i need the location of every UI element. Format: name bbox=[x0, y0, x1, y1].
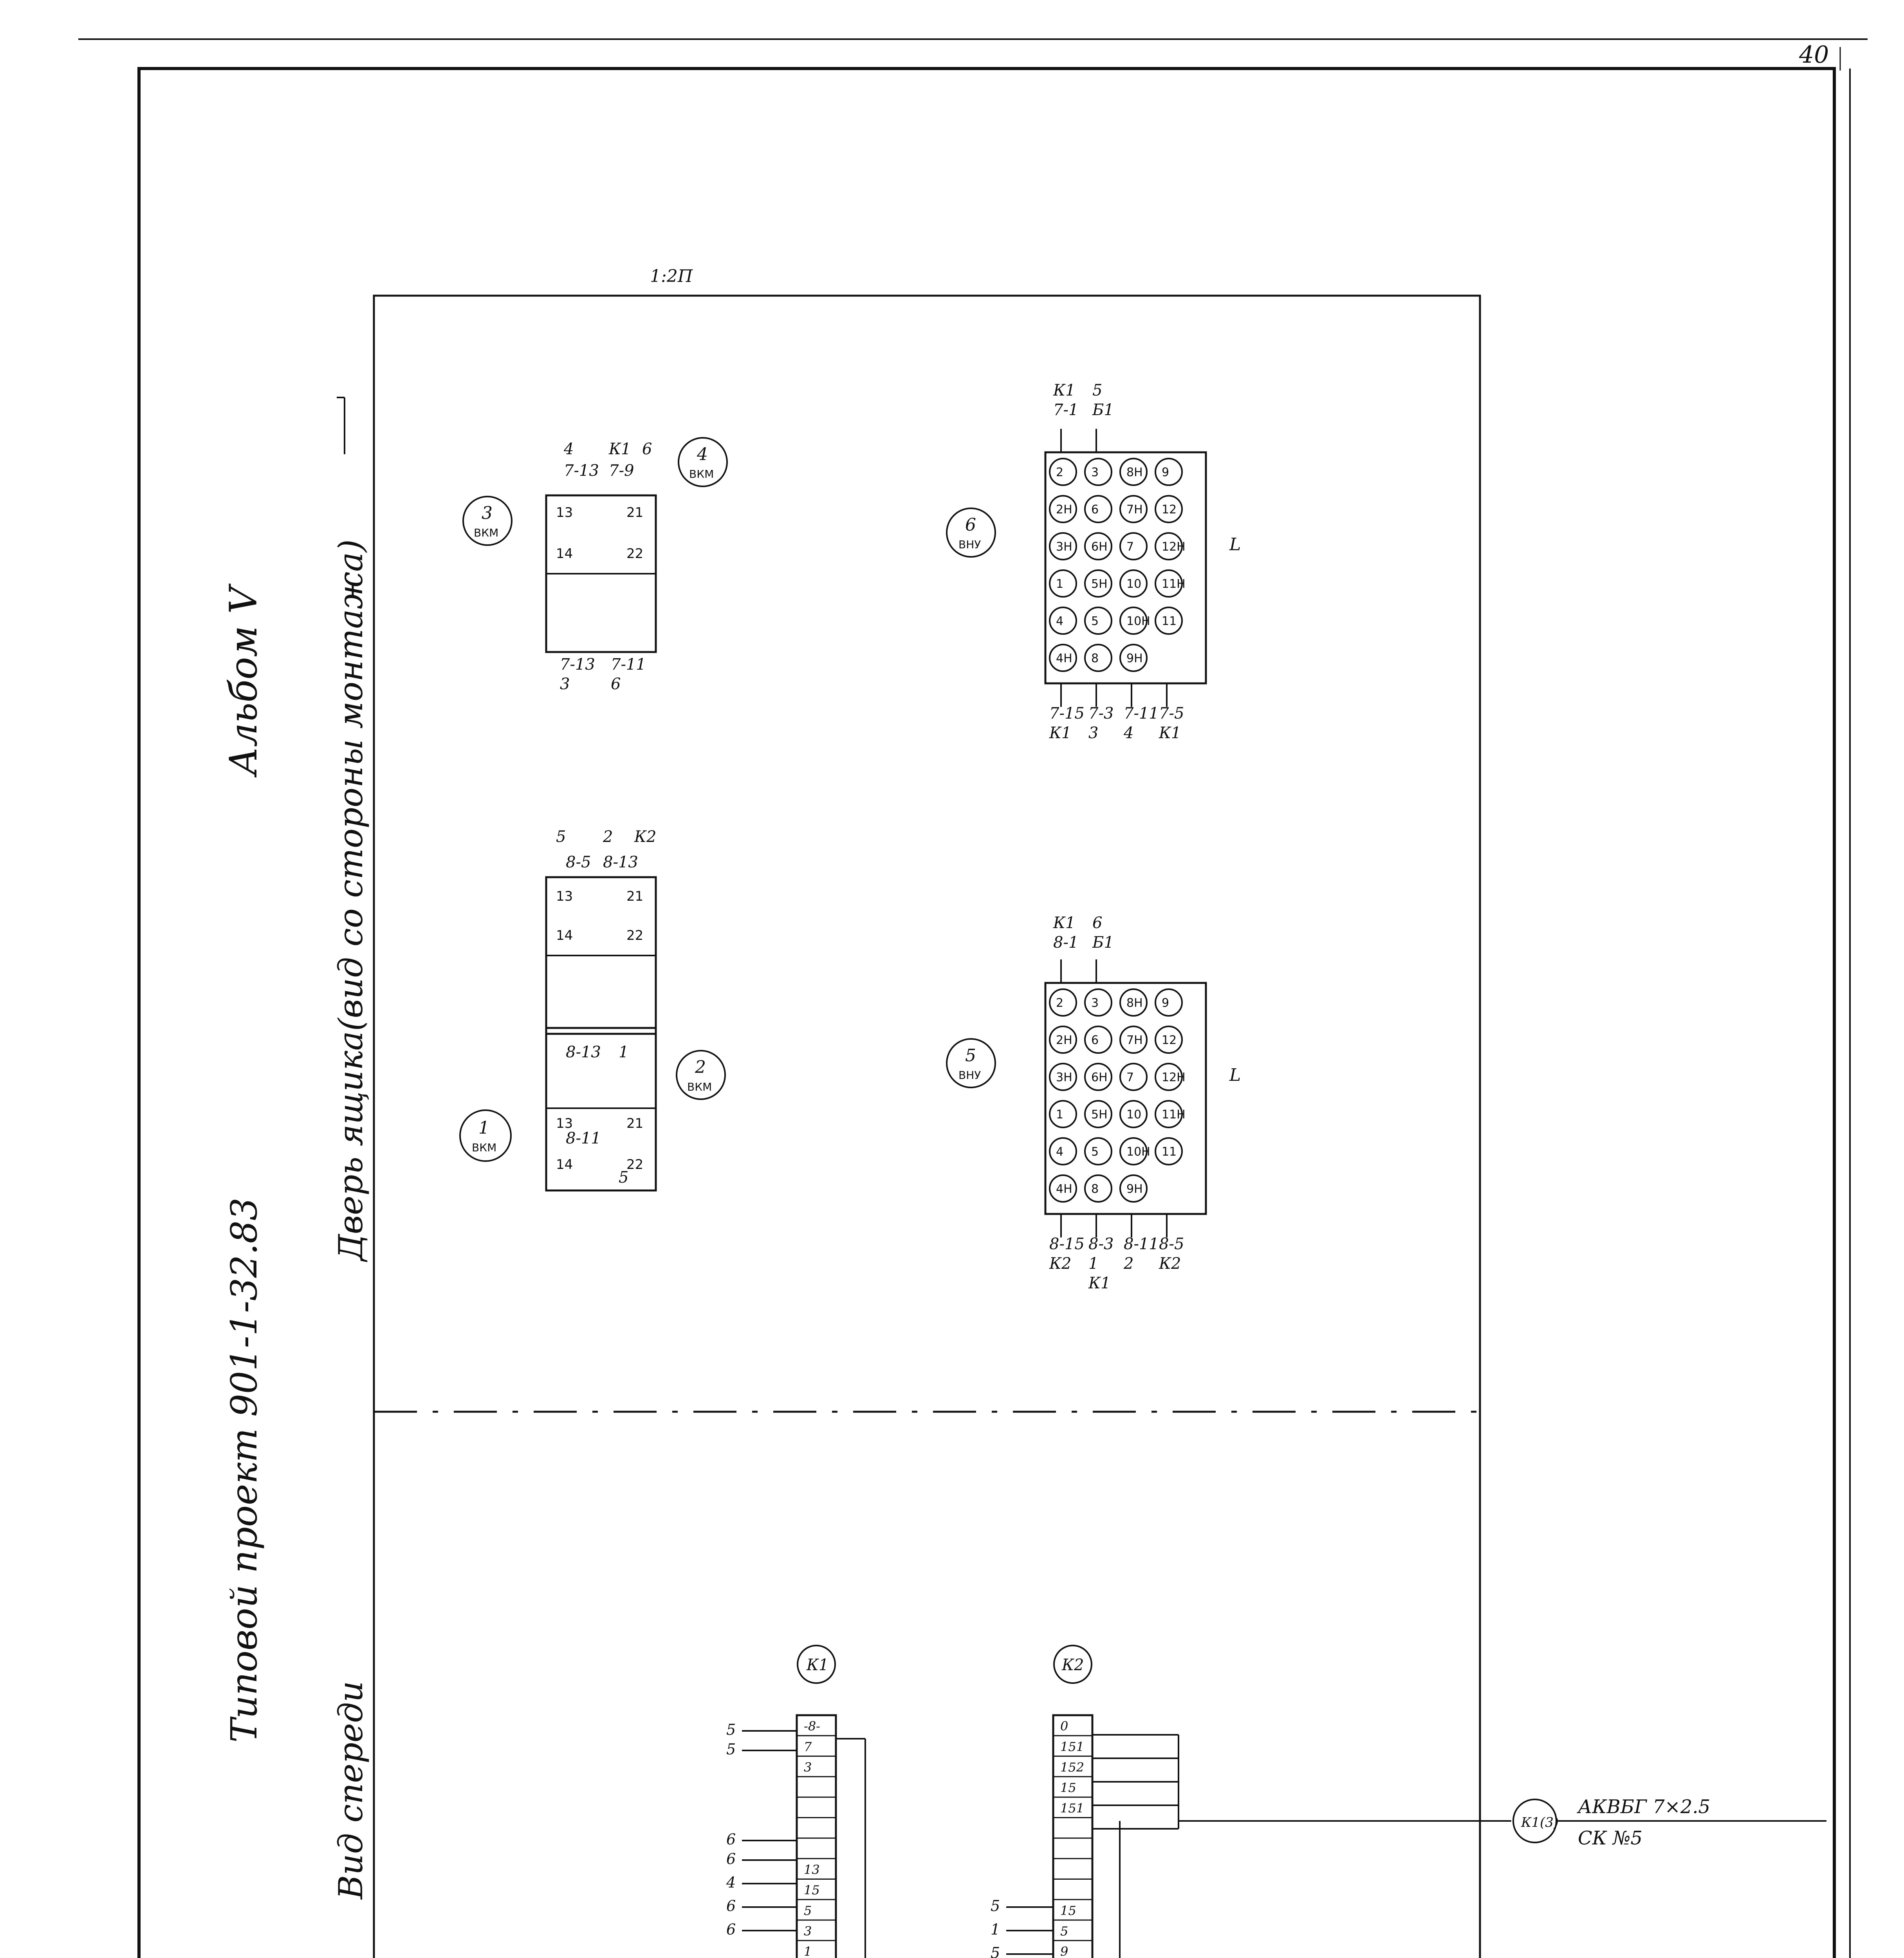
terminal-label: 5 bbox=[1060, 1924, 1068, 1939]
terminal-number: 7Н bbox=[1126, 503, 1143, 517]
device-4-label: 4 bbox=[697, 444, 708, 464]
wire-label: 8-11 bbox=[566, 1129, 601, 1147]
device-6-sub: ВНУ bbox=[958, 538, 981, 551]
page-number: 40 bbox=[1799, 41, 1829, 69]
terminal-label: 15 bbox=[1060, 1780, 1076, 1795]
terminal-number: 11Н bbox=[1162, 577, 1186, 591]
wire-label: К1 bbox=[1053, 381, 1076, 399]
terminal-number: 8Н bbox=[1126, 996, 1143, 1010]
terminal-number: 10Н bbox=[1126, 1145, 1150, 1159]
k1-side: 4 bbox=[726, 1874, 736, 1891]
terminal-number: 9Н bbox=[1126, 652, 1143, 665]
wire-label: 6 bbox=[1092, 914, 1103, 932]
terminal-number: 12 bbox=[1162, 503, 1177, 517]
terminal-strip-k1-cells bbox=[797, 1715, 836, 1958]
terminal-number: 5Н bbox=[1091, 577, 1108, 591]
control-block-6 bbox=[947, 381, 1241, 742]
k2-side: 1 bbox=[991, 1921, 1000, 1938]
device-2-sub: ВКМ bbox=[687, 1080, 712, 1093]
wire-label: 7-13 bbox=[564, 462, 599, 480]
terminal-number: 4Н bbox=[1056, 1182, 1072, 1196]
wire-label: 8-13 bbox=[603, 853, 638, 871]
front-view-title: Вид спереди bbox=[332, 1681, 370, 1899]
terminal-label: 5 bbox=[804, 1903, 812, 1918]
relay-1-terminal: 13 bbox=[556, 1116, 573, 1131]
wire-label: 7-5 bbox=[1159, 704, 1184, 723]
relay-3-terminal: 22 bbox=[626, 546, 644, 562]
device-1-sub: ВКМ bbox=[472, 1141, 497, 1154]
cable-1 bbox=[1513, 1796, 1826, 1849]
relay-2-terminal: 13 bbox=[556, 889, 573, 904]
wire-label: К1 bbox=[1049, 724, 1072, 742]
wire-label: К1 bbox=[1088, 1274, 1111, 1292]
terminal-strip-k2 bbox=[991, 1646, 1511, 1958]
terminal-strip-k2-cells bbox=[1053, 1715, 1092, 1958]
terminal-number: 7Н bbox=[1126, 1033, 1143, 1047]
relay-3-terminal: 21 bbox=[626, 505, 644, 520]
wire-label: 1 bbox=[1088, 1255, 1099, 1273]
album-label: Альбом V bbox=[222, 587, 265, 775]
terminal-number: 2Н bbox=[1056, 1033, 1072, 1047]
terminal-number: 11 bbox=[1162, 1145, 1177, 1159]
terminal-label: 9 bbox=[1060, 1944, 1068, 1958]
terminal-label: 151 bbox=[1060, 1739, 1085, 1754]
wire-label: К2 bbox=[1159, 1255, 1181, 1273]
terminal-number: 4 bbox=[1056, 1145, 1064, 1159]
wire-label: 8-15 bbox=[1049, 1235, 1085, 1253]
wire-number: К2 bbox=[634, 828, 657, 846]
k1-side: 6 bbox=[726, 1921, 736, 1938]
wire-label: К1 bbox=[1053, 914, 1076, 932]
wire-label: 4 bbox=[1124, 724, 1134, 742]
k2-side: 5 bbox=[991, 1944, 1000, 1958]
wire-label: 8-13 bbox=[566, 1043, 601, 1061]
wire-number: 4 bbox=[564, 440, 574, 458]
device-3-label: 3 bbox=[482, 503, 493, 523]
wire-number: 6 bbox=[642, 440, 652, 458]
terminal-label: 7 bbox=[804, 1739, 812, 1754]
relay-2-terminal: 14 bbox=[556, 928, 573, 943]
terminal-number: 12Н bbox=[1162, 1071, 1186, 1084]
wire-label: Б1 bbox=[1092, 934, 1114, 952]
terminal-number: 4Н bbox=[1056, 652, 1072, 665]
k1-side: 6 bbox=[726, 1831, 736, 1848]
control-block-5 bbox=[947, 914, 1241, 1292]
terminal-number: 12Н bbox=[1162, 540, 1186, 554]
wire-label: 8-5 bbox=[1159, 1235, 1184, 1253]
relay-1-terminal: 22 bbox=[626, 1157, 644, 1172]
wire-label: К2 bbox=[1049, 1255, 1072, 1273]
terminal-number: 2 bbox=[1056, 466, 1064, 479]
cable-1-type: АКВБГ 7×2.5 bbox=[1578, 1796, 1711, 1818]
terminal-strip-k1 bbox=[726, 1646, 1511, 1958]
relay-block-4 bbox=[563, 438, 727, 486]
door-view-title: Дверь ящика(вид со стороны монтажа) bbox=[332, 539, 370, 1261]
terminal-label: 1 bbox=[804, 1944, 812, 1958]
terminal-label: 13 bbox=[804, 1862, 820, 1877]
terminal-number: 3Н bbox=[1056, 1071, 1072, 1084]
wire-label: 8-1 bbox=[1053, 934, 1079, 952]
wire-number: К1 bbox=[609, 440, 631, 458]
terminal-label: 0 bbox=[1060, 1719, 1068, 1734]
door-top-mark: 1:2П bbox=[650, 266, 693, 286]
terminal-label: 15 bbox=[804, 1882, 820, 1898]
terminal-number: 6 bbox=[1091, 1033, 1099, 1047]
wire-label: 3 bbox=[1088, 724, 1099, 742]
wire-label: 7-13 bbox=[560, 656, 595, 674]
block-5-cells bbox=[1050, 989, 1186, 1202]
wire-label: 8-11 bbox=[1124, 1235, 1159, 1253]
wire-label: 7-15 bbox=[1049, 704, 1085, 723]
terminal-number: 4 bbox=[1056, 614, 1064, 628]
wire-number: 5 bbox=[619, 1169, 629, 1187]
terminal-number: 9 bbox=[1162, 996, 1169, 1010]
terminal-number: 6Н bbox=[1091, 1071, 1108, 1084]
terminal-number: 11Н bbox=[1162, 1108, 1186, 1122]
terminal-number: 8 bbox=[1091, 652, 1099, 665]
wire-label: 7-11 bbox=[611, 656, 646, 674]
k1-side: 5 bbox=[726, 1741, 736, 1758]
wire-label: 7-11 bbox=[1124, 704, 1159, 723]
k2-label: К2 bbox=[1062, 1656, 1084, 1674]
terminal-number: 5Н bbox=[1091, 1108, 1108, 1122]
terminal-number: 6Н bbox=[1091, 540, 1108, 554]
block-6-cells bbox=[1050, 459, 1186, 671]
block-6-tail: L bbox=[1229, 535, 1241, 555]
terminal-number: 10Н bbox=[1126, 614, 1150, 628]
terminal-label: 15 bbox=[1060, 1903, 1076, 1918]
wire-number: 1 bbox=[619, 1043, 629, 1061]
wire-label: 7-1 bbox=[1053, 401, 1079, 419]
wire-label: К1 bbox=[1159, 724, 1181, 742]
k1-side: 6 bbox=[726, 1850, 736, 1868]
terminal-number: 10 bbox=[1126, 1108, 1142, 1122]
relay-3-terminal: 13 bbox=[556, 505, 573, 520]
terminal-label: 152 bbox=[1060, 1759, 1085, 1775]
cable-1-dest: СК №5 bbox=[1578, 1827, 1643, 1849]
relay-block-1 bbox=[460, 1028, 656, 1190]
k1-side: 5 bbox=[726, 1721, 736, 1738]
terminal-number: 11 bbox=[1162, 614, 1177, 628]
device-3-sub: ВКМ bbox=[474, 526, 499, 539]
terminal-number: 8Н bbox=[1126, 466, 1143, 479]
relay-3-terminal: 14 bbox=[556, 546, 573, 562]
terminal-label: -8- bbox=[804, 1719, 820, 1734]
k1-label: К1 bbox=[807, 1656, 829, 1674]
cable-1-tag: К1(3) bbox=[1521, 1815, 1559, 1830]
device-2-label: 2 bbox=[695, 1057, 706, 1077]
terminal-number: 9 bbox=[1162, 466, 1169, 479]
terminal-number: 5 bbox=[1091, 1145, 1099, 1159]
wire-label: 2 bbox=[1124, 1255, 1134, 1273]
terminal-number: 1 bbox=[1056, 1108, 1064, 1122]
terminal-number: 12 bbox=[1162, 1033, 1177, 1047]
relay-2-terminal: 21 bbox=[626, 889, 644, 904]
wire-number: 3 bbox=[560, 675, 570, 693]
terminal-number: 3Н bbox=[1056, 540, 1072, 554]
terminal-number: 8 bbox=[1091, 1182, 1099, 1196]
wire-label: 7-9 bbox=[609, 462, 634, 480]
wire-label: 8-5 bbox=[566, 853, 591, 871]
project-title: Типовой проект 901-1-32.83 bbox=[223, 1198, 265, 1743]
wire-number: 5 bbox=[556, 828, 566, 846]
k1-side: 6 bbox=[726, 1897, 736, 1915]
terminal-label: 151 bbox=[1060, 1801, 1085, 1816]
relay-1-terminal: 21 bbox=[626, 1116, 644, 1131]
wire-number: 2 bbox=[603, 828, 613, 846]
wire-number: 6 bbox=[611, 675, 621, 693]
block-5-tail: L bbox=[1229, 1065, 1241, 1085]
wire-label: 8-3 bbox=[1088, 1235, 1114, 1253]
relay-2-terminal: 22 bbox=[626, 928, 644, 943]
device-4-sub: ВКМ bbox=[689, 468, 714, 480]
terminal-number: 2Н bbox=[1056, 503, 1072, 517]
terminal-number: 2 bbox=[1056, 996, 1064, 1010]
wire-label: 7-3 bbox=[1088, 704, 1114, 723]
relay-1-terminal: 14 bbox=[556, 1157, 573, 1172]
wire-label: 5 bbox=[1092, 381, 1103, 399]
device-6-label: 6 bbox=[965, 515, 976, 535]
device-1-label: 1 bbox=[478, 1118, 489, 1138]
terminal-number: 1 bbox=[1056, 577, 1064, 591]
relay-block-3 bbox=[463, 495, 656, 693]
terminal-number: 9Н bbox=[1126, 1182, 1143, 1196]
terminal-number: 6 bbox=[1091, 503, 1099, 517]
terminal-label: 3 bbox=[804, 1924, 812, 1939]
terminal-number: 10 bbox=[1126, 577, 1142, 591]
terminal-label: 3 bbox=[804, 1759, 812, 1775]
device-5-label: 5 bbox=[965, 1046, 976, 1066]
terminal-number: 7 bbox=[1126, 540, 1134, 554]
k2-side: 5 bbox=[991, 1897, 1000, 1915]
device-5-sub: ВНУ bbox=[958, 1069, 981, 1082]
inner-frame bbox=[374, 296, 1480, 1958]
terminal-number: 7 bbox=[1126, 1071, 1134, 1084]
terminal-number: 3 bbox=[1091, 466, 1099, 479]
wire-label: Б1 bbox=[1092, 401, 1114, 419]
terminal-number: 5 bbox=[1091, 614, 1099, 628]
terminal-number: 3 bbox=[1091, 996, 1099, 1010]
